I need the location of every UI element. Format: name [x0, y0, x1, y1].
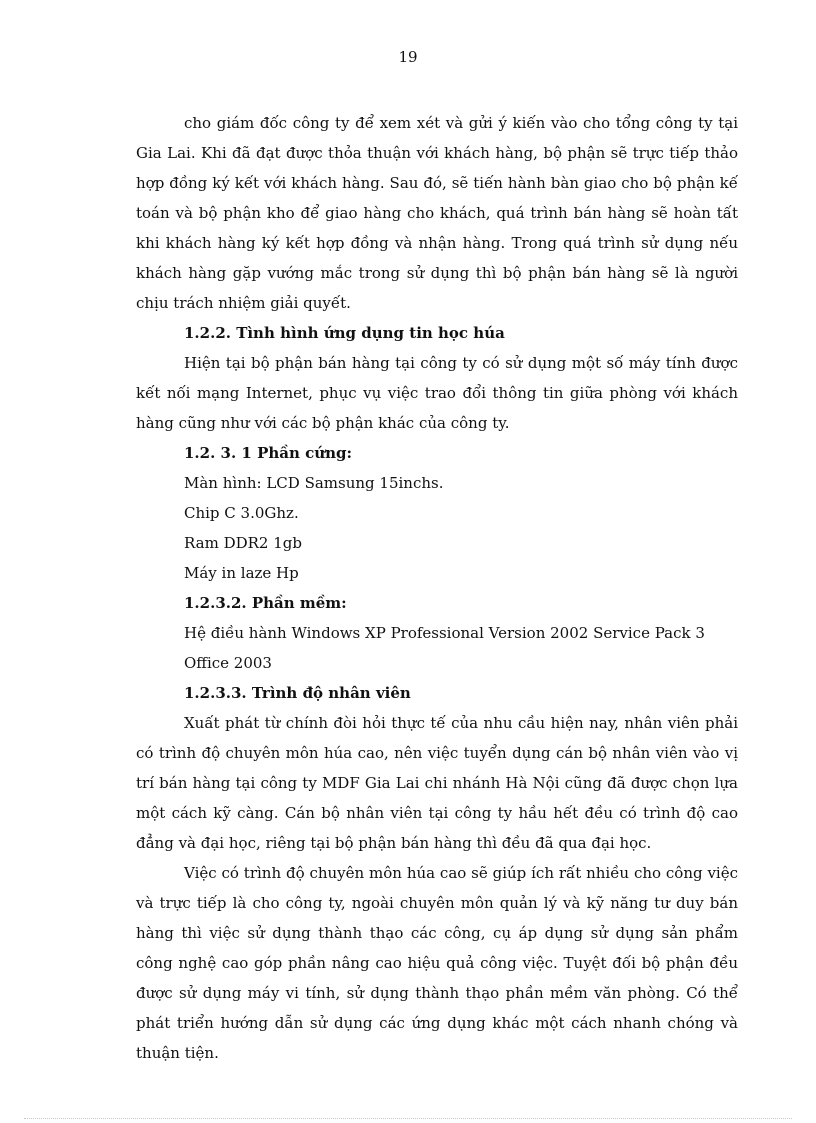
- hardware-item-ram: Ram DDR2 1gb: [184, 534, 302, 552]
- hardware-item-monitor: Màn hình: LCD Samsung 15inchs.: [184, 474, 444, 492]
- heading-software: 1.2.3.2. Phần mềm:: [184, 594, 347, 612]
- paragraph-staff-qualification: Xuất phát từ chính đòi hỏi thực tế của nhu cầu hiện nay, nhân viên phải có trình độ chuyên môn húa cao, nên việc tuyển dụng cán bộ nhân viên vào vị trí bán hàng tại công ty MDF Gia Lai chi nhánh Hà Nội cũng đã được chọn lựa một cách kỹ càng. Cán bộ nhân viên tại công ty hầu hết đều có trình độ cao đẳng và đại học, riêng tại bộ phận bán hàng thì đều đã qua đại học.: [136, 714, 738, 852]
- heading-hardware: 1.2. 3. 1 Phần cứng:: [184, 444, 353, 462]
- paragraph-it-overview: Hiện tại bộ phận bán hàng tại công ty có sử dụng một số máy tính được kết nối mạng Internet, phục vụ việc trao đổi thông tin giữa phòng với khách hàng cũng như với các bộ phận khác của công ty.: [136, 354, 738, 432]
- heading-it-application: 1.2.2. Tình hình ứng dụng tin học húa: [184, 324, 505, 342]
- document-body: [136, 108, 738, 1068]
- paragraph-sales-process: cho giám đốc công ty để xem xét và gửi ý kiến vào cho tổng công ty tại Gia Lai. Khi đã đạt được thỏa thuận với khách hàng, bộ phận sẽ trực tiếp thảo hợp đồng ký kết với khách hàng. Sau đó, sẽ tiến hành bàn giao cho bộ phận kế toán và bộ phận kho để giao hàng cho khách, quá trình bán hàng sẽ hoàn tất khi khách hàng ký kết hợp đồng và nhận hàng. Trong quá trình sử dụng nếu khách hàng gặp vướng mắc trong sử dụng thì bộ phận bán hàng sẽ là người chịu trách nhiệm giải quyết.: [136, 114, 738, 312]
- page-number: 19: [398, 48, 418, 66]
- paragraph-staff-benefits: Việc có trình độ chuyên môn húa cao sẽ giúp ích rất nhiều cho công việc và trực tiếp là cho công ty, ngoài chuyên môn quản lý và kỹ năng tư duy bán hàng thì việc sử dụng thành thạo các công, cụ áp dụng sử dụng sản phẩm công nghệ cao góp phần nâng cao hiệu quả công việc. Tuyệt đối bộ phận đều được sử dụng máy vi tính, sử dụng thành thạo phần mềm văn phòng. Có thể phát triển hướng dẫn sử dụng các ứng dụng khác một cách nhanh chóng và thuận tiện.: [136, 864, 738, 1062]
- heading-staff-level: 1.2.3.3. Trình độ nhân viên: [184, 684, 411, 702]
- software-item-os: Hệ điều hành Windows XP Professional Version 2002 Service Pack 3: [184, 624, 705, 642]
- hardware-item-printer: Máy in laze Hp: [184, 564, 299, 582]
- hardware-item-cpu: Chip C 3.0Ghz.: [184, 504, 299, 522]
- page-bottom-divider: [24, 1118, 792, 1119]
- software-item-office: Office 2003: [184, 654, 272, 672]
